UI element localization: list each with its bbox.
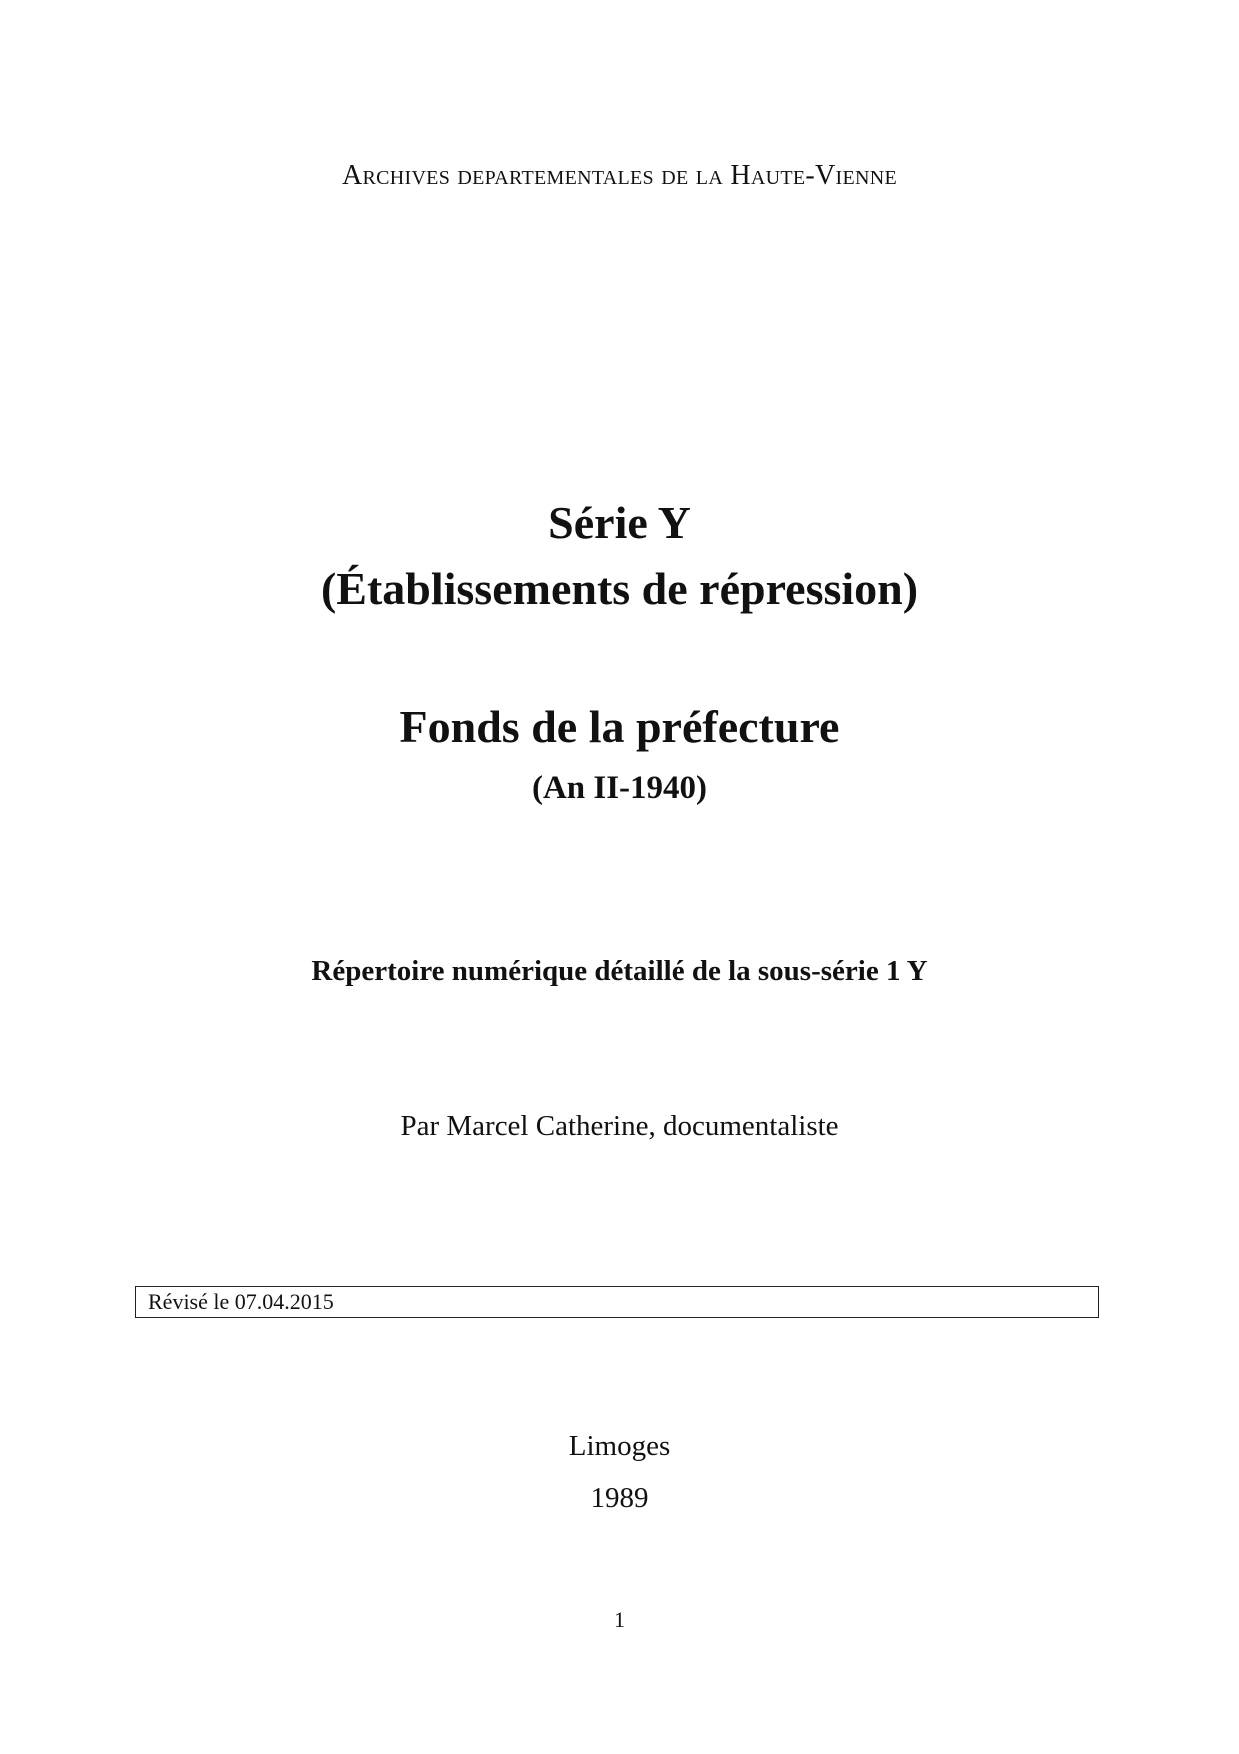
author-line: Par Marcel Catherine, documentaliste [400, 1110, 839, 1142]
institution-header: Archives departementales de la Haute-Vienne [341, 160, 898, 191]
repertoire-title: Répertoire numérique détaillé de la sous-série 1 Y [311, 955, 928, 987]
revision-box [135, 1286, 1099, 1318]
series-subtitle: (Établissements de répression) [320, 563, 919, 614]
imprint-place: Limoges [568, 1430, 671, 1462]
fonds-title: Fonds de la préfecture [399, 701, 840, 752]
series-title: Série Y [548, 497, 691, 548]
date-range: (An II-1940) [531, 770, 708, 806]
revision-date: Révisé le 07.04.2015 [148, 1289, 334, 1314]
imprint-year: 1989 [590, 1482, 649, 1514]
page-number: 1 [614, 1607, 625, 1632]
